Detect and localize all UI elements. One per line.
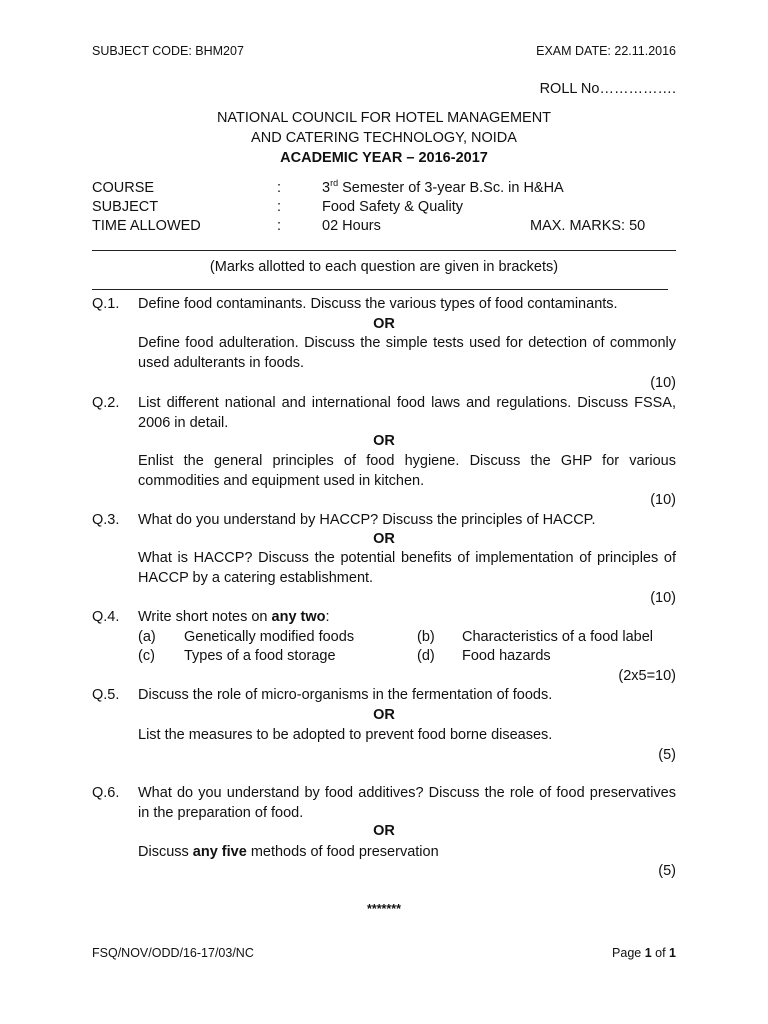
q6-marks: (5): [658, 863, 676, 879]
divider-bottom: [92, 289, 668, 290]
marks-note: (Marks allotted to each question are given in brackets): [209, 259, 559, 275]
time-label: TIME ALLOWED: [92, 218, 201, 234]
q5-marks: (5): [658, 747, 676, 763]
q2-option-a: List different national and international food laws and regulations. Discuss FSSA, 2006 in detail.: [138, 395, 676, 431]
course-value: 3rd Semester of 3-year B.Sc. in H&HA: [322, 178, 564, 196]
subject-label: SUBJECT: [92, 199, 159, 215]
q4-number: Q.4.: [92, 609, 120, 625]
q4-item-c-label: (c): [138, 648, 155, 664]
q4-item-a-text: Genetically modified foods: [184, 629, 355, 645]
q2-marks: (10): [650, 492, 676, 508]
time-value: 02 Hours: [322, 218, 381, 234]
q3-option-a: What do you understand by HACCP? Discuss the principles of HACCP.: [138, 512, 596, 528]
q3-number: Q.3.: [92, 512, 120, 528]
q4-item-d-label: (d): [417, 648, 435, 664]
divider-top: [92, 250, 676, 251]
q4-item-d-text: Food hazards: [462, 648, 551, 664]
q1-option-a: Define food contaminants. Discuss the various types of food contaminants.: [138, 296, 618, 312]
subject-code: SUBJECT CODE: BHM207: [92, 44, 244, 58]
q1-marks: (10): [650, 375, 676, 391]
exam-date: EXAM DATE: 22.11.2016: [536, 44, 676, 58]
q6-option-b: Discuss any five methods of food preservation: [138, 844, 439, 860]
course-label: COURSE: [92, 180, 155, 196]
roll-number: ROLL No…………….: [539, 81, 676, 97]
q2-number: Q.2.: [92, 395, 120, 411]
q1-option-b: Define food adulteration. Discuss the simple tests used for detection of commonly used adulterants in foods.: [138, 335, 676, 371]
q5-or: OR: [373, 707, 395, 723]
academic-year: ACADEMIC YEAR – 2016-2017: [280, 150, 488, 166]
q6-option-a: What do you understand by food additives? Discuss the role of food preservatives in the preparation of food.: [138, 785, 676, 821]
q4-item-b-text: Characteristics of a food label: [462, 629, 654, 645]
council-name-line2: AND CATERING TECHNOLOGY, NOIDA: [251, 130, 517, 146]
q1-or: OR: [373, 316, 395, 332]
q2-or: OR: [373, 433, 395, 449]
q4-item-b-label: (b): [417, 629, 435, 645]
page-indicator: Page 1 of 1: [612, 946, 676, 960]
course-colon: :: [277, 180, 282, 196]
q6-or: OR: [373, 823, 395, 839]
q5-number: Q.5.: [92, 687, 120, 703]
q3-marks: (10): [650, 590, 676, 606]
q4-marks: (2x5=10): [618, 668, 676, 684]
end-of-paper-mark: *******: [366, 902, 402, 916]
q4-intro: Write short notes on any two:: [138, 609, 330, 625]
paper-reference-code: FSQ/NOV/ODD/16-17/03/NC: [92, 946, 254, 960]
q6-number: Q.6.: [92, 785, 120, 801]
q1-number: Q.1.: [92, 296, 120, 312]
council-name-line1: NATIONAL COUNCIL FOR HOTEL MANAGEMENT: [216, 110, 552, 126]
subject-colon: :: [277, 199, 282, 215]
q5-option-b: List the measures to be adopted to prevent food borne diseases.: [138, 727, 553, 743]
subject-value: Food Safety & Quality: [322, 199, 464, 215]
q3-option-b: What is HACCP? Discuss the potential benefits of implementation of principles of HACCP by a catering establishment.: [138, 550, 676, 586]
q4-item-a-label: (a): [138, 629, 156, 645]
q3-or: OR: [373, 531, 395, 547]
time-colon: :: [277, 218, 282, 234]
q5-option-a: Discuss the role of micro-organisms in the fermentation of foods.: [138, 687, 553, 703]
max-marks: MAX. MARKS: 50: [530, 218, 646, 234]
q2-option-b: Enlist the general principles of food hygiene. Discuss the GHP for various commodities and equipment used in kitchen.: [138, 453, 676, 489]
q4-item-c-text: Types of a food storage: [184, 648, 336, 664]
